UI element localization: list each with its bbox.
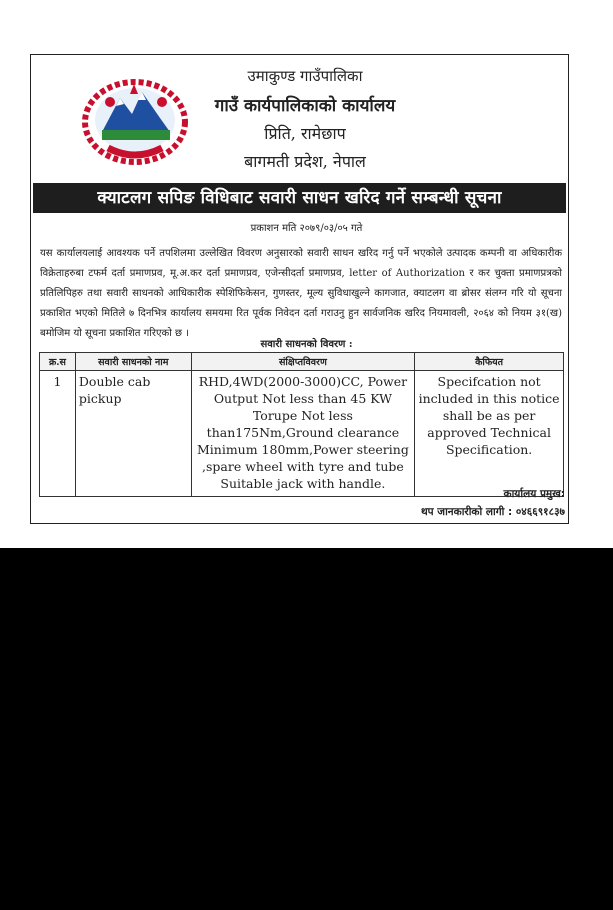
office-location: प्रिति, रामेछाप xyxy=(264,124,346,143)
table-row xyxy=(40,371,564,497)
publish-date: प्रकाशन मति २०७९/०३/०५ गते xyxy=(250,223,363,234)
table-title: सवारी साधनको विवरण : xyxy=(260,339,353,350)
cell-vehicle-name: Double cab pickup xyxy=(75,371,191,497)
cell-serial: 1 xyxy=(40,371,76,497)
contact-info: थप जानकारीको लागी : ०४६६९१८३७ xyxy=(420,506,565,518)
office-chief-label: कार्यालय प्रमुख: xyxy=(503,488,565,500)
table-header-row xyxy=(40,353,564,371)
municipality-name: उमाकुण्ड गाउँपालिका xyxy=(247,67,363,85)
cell-remarks: Specifcation not included in this notice shall be as per approved Technical Specification. xyxy=(415,371,564,497)
header-description: संक्षिप्तविवरण xyxy=(191,353,415,371)
header-vehicle-name: सवारी साधनको नाम xyxy=(75,353,191,371)
cell-description: RHD,4WD(2000-3000)CC, Power Output Not less than 45 KW Torupe Not less than175Nm,Ground clearance Minimum 180mm,Power steering ,spare wheel with tyre and tube Suitable jack with handle. xyxy=(191,371,415,497)
province-name: बागमती प्रदेश, नेपाल xyxy=(244,152,366,171)
notice-body: यस कार्यालयलाई आवश्यक पर्ने तपशिलमा उल्लेखित विवरण अनुसारको सवारी साधन खरिद गर्नु पर्ने भएकोले उत्पादक कम्पनी वा अधिकारीक विक्रेताहरुबा टफर्म दर्ता प्रमाणप्रव, मू.अ.कर दर्ता प्रमाणप्रव, एजेन्सीदर्ता प्रमाणप्रव, letter of Authorization र कर चुक्ता प्रमाणप्रत्रको प्रतिलिपिहरु तथा सवारी साधनको आधिकारीक स्पेशिफिकेसन, गुणस्तर, मूल्य सुविधाखुल्ने कागजात, क्याटलग वा ब्रोसर संलग्न गरि यो सूचना प्रकाशित भएको मितिले ७ दिनभित्र कार्यालय समयमा रित पूर्वक निवेदन दर्ता गराउनु हुन सार्वजनिक खरिद नियमावली, २०६४ को नियम ३१(ख) बमोजिम यो सूचना प्रकाशित गरिएको छ । xyxy=(40,248,562,339)
header-remarks: कैफियत xyxy=(415,353,564,371)
office-name: गाउँ कार्यपालिकाको कार्यालय xyxy=(214,96,396,116)
header-serial: क्र.स xyxy=(40,353,76,371)
vehicle-table xyxy=(39,352,564,497)
notice-title: क्याटलग सपिङ विधिबाट सवारी साधन खरिद गर्ने सम्बन्धी सूचना xyxy=(33,183,566,213)
